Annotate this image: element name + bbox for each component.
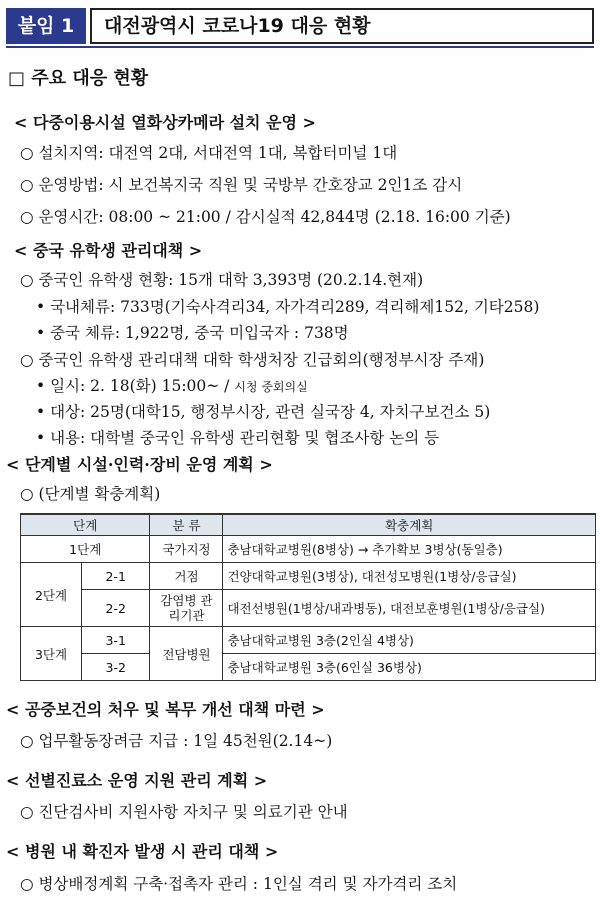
table-header: 단계	[21, 514, 150, 536]
list-item	[36, 374, 308, 396]
table-cell: 3-1	[82, 627, 150, 654]
table-cell: 충남대학교병원 3층(6인실 36병상)	[223, 654, 596, 681]
table-header: 확충계획	[223, 514, 596, 536]
list-item: ○ 업무활동장려금 지급 : 1일 45천원(2.14~)	[20, 732, 333, 750]
table-cell: 2단계	[21, 563, 82, 627]
list-item: • 내용: 대학별 중국인 유학생 관리현황 및 협조사항 논의 등	[36, 429, 440, 447]
list-item: ○ 병상배정계획 구축·접촉자 관리 : 1인실 격리 및 자가격리 조치	[20, 875, 458, 893]
table-row	[21, 654, 596, 681]
attachment-badge: 붙임 1	[6, 8, 86, 44]
table-cell: 2-1	[82, 563, 150, 590]
table-row	[21, 590, 596, 627]
section-hospital-case-title: < 병원 내 확진자 발생 시 관리 대책 >	[6, 842, 279, 861]
table-cell: 건양대학교병원(3병상), 대전성모병원(1병상/응급실)	[223, 563, 596, 590]
stage-plan-table	[20, 513, 596, 681]
list-item: ○ 중국인 유학생 현황: 15개 대학 3,393명 (20.2.14.현재)	[20, 271, 424, 289]
meeting-time: • 일시: 2. 18(화) 15:00~ /	[36, 377, 230, 395]
table-cell: 대전선병원(1병상/내과병동), 대전보훈병원(1병상/응급실)	[223, 590, 596, 627]
list-item: ○ 설치지역: 대전역 2대, 서대전역 1대, 복합터미널 1대	[20, 144, 398, 162]
list-item: ○ 진단검사비 지원사항 자치구 및 의료기관 안내	[20, 803, 348, 821]
document-header	[6, 4, 594, 48]
meeting-place: 시청 중회의실	[234, 380, 308, 394]
table-row	[21, 536, 596, 563]
table-cell: 3-2	[82, 654, 150, 681]
table-cell: 충남대학교병원(8병상) → 추가확보 3병상(동일층)	[223, 536, 596, 563]
list-item: ○ 운영시간: 08:00 ~ 21:00 / 감시실적 42,844명 (2.18. 16:00 기준)	[20, 208, 511, 226]
main-heading: □ 주요 대응 현황	[8, 68, 149, 89]
table-cell: 2-2	[82, 590, 150, 627]
section-screening-title: < 선별진료소 운영 지원 관리 계획 >	[6, 771, 268, 790]
table-row	[21, 563, 596, 590]
table-header: 분 류	[150, 514, 223, 536]
table-cell: 3단계	[21, 627, 82, 681]
table-cell: 국가지정	[150, 536, 223, 563]
list-item: • 대상: 25명(대학15, 행정부시장, 관련 실국장 4, 자치구보건소 5)	[36, 403, 491, 421]
table-cell: 충남대학교병원 3층(2인실 4병상)	[223, 627, 596, 654]
section-doctor-welfare-title: < 공중보건의 처우 및 복무 개선 대책 마련 >	[6, 700, 325, 719]
table-cell: 1단계	[21, 536, 150, 563]
document-title: 대전광역시 코로나19 대응 현황	[104, 15, 371, 37]
section-stage-plan-title: < 단계별 시설·인력·장비 운영 계획 >	[6, 455, 273, 474]
section-students-title: < 중국 유학생 관리대책 >	[14, 241, 203, 260]
table-cell: 감염병 관리기관	[150, 590, 223, 627]
list-item: ○ 중국인 유학생 관리대책 대학 학생처장 긴급회의(행정부시장 주재)	[20, 351, 485, 369]
section-thermal-camera-title: < 다중이용시설 열화상카메라 설치 운영 >	[14, 113, 316, 132]
table-cell: 거점	[150, 563, 223, 590]
list-item: ○ (단계별 확충계획)	[20, 485, 161, 503]
table-cell: 전담병원	[150, 627, 223, 681]
list-item: ○ 운영방법: 시 보건복지국 직원 및 국방부 간호장교 2인1조 감시	[20, 176, 463, 194]
list-item: • 중국 체류: 1,922명, 중국 미입국자 : 738명	[36, 324, 349, 342]
table-row	[21, 627, 596, 654]
list-item: • 국내체류: 733명(기숙사격리34, 자가격리289, 격리해제152, 기타258)	[36, 298, 540, 316]
